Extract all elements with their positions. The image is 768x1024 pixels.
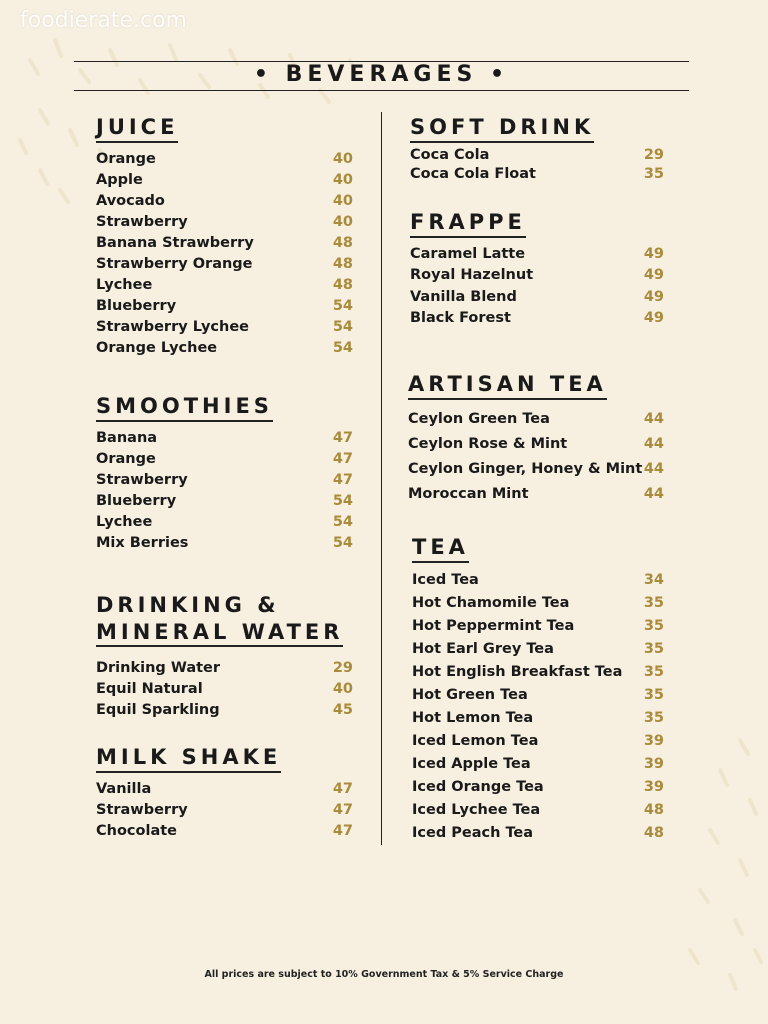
menu-item: [96, 532, 353, 553]
menu-item-price: 40: [332, 680, 353, 697]
menu-item-name: Hot Green Tea: [412, 686, 528, 703]
section-title-juice: JUICE: [96, 114, 178, 143]
menu-item: [408, 406, 664, 431]
menu-item-name: Iced Lemon Tea: [412, 732, 539, 749]
menu-item: [96, 511, 353, 532]
menu-item-name: Hot Earl Grey Tea: [412, 640, 554, 657]
menu-item: [410, 145, 664, 164]
tea-section: [412, 534, 664, 844]
menu-item: [412, 775, 664, 798]
menu-item-name: Moroccan Mint: [408, 485, 529, 502]
menu-item: [96, 211, 353, 232]
menu-item: [412, 821, 664, 844]
menu-item: [96, 657, 353, 678]
water-list: [96, 657, 353, 720]
tea-list: [412, 568, 664, 844]
menu-item-price: 35: [643, 165, 664, 182]
menu-item-name: Strawberry Orange: [96, 255, 253, 272]
menu-item: [96, 190, 353, 211]
section-title-water-line1: DRINKING &: [96, 593, 280, 617]
menu-item: [410, 243, 664, 265]
menu-item-price: 44: [643, 435, 664, 452]
menu-item-name: Banana: [96, 429, 158, 446]
menu-item-price: 29: [643, 146, 664, 163]
menu-item-name: Coca Cola Float: [410, 165, 536, 182]
menu-item-price: 35: [643, 594, 664, 611]
menu-item-price: 49: [643, 288, 664, 305]
menu-item: [96, 295, 353, 316]
menu-item-price: 49: [643, 245, 664, 262]
menu-item-price: 47: [332, 822, 353, 839]
menu-item-price: 48: [332, 255, 353, 272]
menu-item-name: Coca Cola: [410, 146, 490, 163]
section-title-water: [96, 592, 343, 647]
menu-item-name: Drinking Water: [96, 659, 221, 676]
column-divider: [381, 112, 382, 845]
menu-item-price: 54: [332, 534, 353, 551]
menu-item-name: Hot Lemon Tea: [412, 709, 534, 726]
menu-item-price: 45: [332, 701, 353, 718]
menu-item-price: 47: [332, 429, 353, 446]
menu-item-name: Iced Apple Tea: [412, 755, 531, 772]
watermark: foodierate.com: [20, 8, 187, 33]
menu-item: [412, 591, 664, 614]
menu-item: [408, 481, 664, 506]
water-section: [96, 592, 353, 720]
menu-item-price: 54: [332, 318, 353, 335]
menu-item-name: Orange Lychee: [96, 339, 218, 356]
menu-item-name: Lychee: [96, 276, 153, 293]
menu-item-name: Ceylon Green Tea: [408, 410, 550, 427]
menu-item-name: Hot Peppermint Tea: [412, 617, 575, 634]
menu-item-name: Orange: [96, 150, 156, 167]
menu-item: [412, 614, 664, 637]
menu-item: [410, 164, 664, 183]
menu-item-name: Iced Lychee Tea: [412, 801, 541, 818]
menu-item-price: 40: [332, 192, 353, 209]
menu-item-price: 35: [643, 709, 664, 726]
menu-item: [96, 799, 353, 820]
menu-item-price: 49: [643, 310, 664, 327]
menu-item: [96, 148, 353, 169]
menu-item: [410, 265, 664, 287]
menu-item-price: 54: [332, 339, 353, 356]
menu-item-name: Iced Orange Tea: [412, 778, 544, 795]
menu-item-name: Vanilla Blend: [410, 288, 517, 305]
menu-item-price: 54: [332, 513, 353, 530]
menu-item: [96, 337, 353, 358]
footer-note: All prices are subject to 10% Government Tax & 5% Service Charge: [204, 969, 564, 980]
menu-item: [96, 778, 353, 799]
artisan-tea-section: [408, 371, 664, 506]
menu-item-price: 35: [643, 663, 664, 680]
menu-item-price: 48: [332, 276, 353, 293]
menu-item-price: 34: [643, 571, 664, 588]
menu-item: [410, 286, 664, 308]
menu-item-price: 48: [643, 801, 664, 818]
menu-item: [412, 637, 664, 660]
menu-item-price: 47: [332, 801, 353, 818]
menu-item: [408, 456, 664, 481]
menu-item-price: 40: [332, 150, 353, 167]
menu-item-price: 48: [332, 234, 353, 251]
page-title: • BEVERAGES •: [253, 62, 510, 87]
menu-item: [96, 820, 353, 841]
menu-item: [408, 431, 664, 456]
menu-item-price: 44: [643, 410, 664, 427]
menu-item: [412, 660, 664, 683]
menu-item-price: 48: [643, 824, 664, 841]
menu-item: [412, 798, 664, 821]
menu-item-name: Apple: [96, 171, 143, 188]
milkshake-section: [96, 744, 353, 841]
menu-item-name: Strawberry: [96, 471, 188, 488]
menu-item: [410, 308, 664, 330]
juice-list: [96, 148, 353, 358]
menu-item-name: Vanilla: [96, 780, 152, 797]
section-title-milkshake: MILK SHAKE: [96, 744, 281, 773]
juice-section: [96, 114, 353, 358]
menu-item-price: 47: [332, 450, 353, 467]
menu-item-price: 54: [332, 492, 353, 509]
menu-item-price: 49: [643, 267, 664, 284]
menu-item: [96, 699, 353, 720]
menu-item-name: Chocolate: [96, 822, 178, 839]
menu-item: [96, 232, 353, 253]
menu-item: [96, 316, 353, 337]
menu-item: [412, 729, 664, 752]
menu-item: [96, 169, 353, 190]
menu-item-name: Iced Tea: [412, 571, 479, 588]
menu-item-name: Strawberry: [96, 213, 188, 230]
menu-item-name: Banana Strawberry: [96, 234, 254, 251]
menu-item-price: 29: [332, 659, 353, 676]
smoothies-list: [96, 427, 353, 553]
menu-item-name: Blueberry: [96, 492, 177, 509]
section-title-water-line2: MINERAL WATER: [96, 619, 343, 647]
menu-item-price: 35: [643, 640, 664, 657]
menu-item: [96, 490, 353, 511]
menu-item-price: 40: [332, 213, 353, 230]
menu-item-price: 39: [643, 755, 664, 772]
menu-item-name: Lychee: [96, 513, 153, 530]
menu-item: [412, 568, 664, 591]
menu-item-name: Royal Hazelnut: [410, 267, 534, 284]
menu-item: [96, 253, 353, 274]
menu-item: [96, 427, 353, 448]
menu-item-price: 47: [332, 471, 353, 488]
section-title-smoothies: SMOOTHIES: [96, 393, 273, 422]
menu-item-name: Equil Natural: [96, 680, 203, 697]
menu-item-price: 35: [643, 686, 664, 703]
menu-item: [412, 683, 664, 706]
menu-item-name: Caramel Latte: [410, 245, 526, 262]
softdrink-list: [410, 145, 664, 183]
menu-item-price: 39: [643, 732, 664, 749]
menu-item: [96, 469, 353, 490]
menu-item: [96, 274, 353, 295]
menu-item-price: 39: [643, 778, 664, 795]
menu-item-name: Equil Sparkling: [96, 701, 220, 718]
softdrink-section: [410, 114, 664, 183]
menu-item-name: Strawberry: [96, 801, 188, 818]
section-title-softdrink: SOFT DRINK: [410, 114, 594, 143]
menu-item-name: Iced Peach Tea: [412, 824, 534, 841]
frappe-list: [410, 243, 664, 329]
artisan-tea-list: [408, 406, 664, 506]
menu-item-price: 44: [643, 485, 664, 502]
menu-item-price: 40: [332, 171, 353, 188]
menu-item-name: Orange: [96, 450, 156, 467]
menu-item-price: 35: [643, 617, 664, 634]
section-title-tea: TEA: [412, 534, 469, 563]
menu-item-name: Blueberry: [96, 297, 177, 314]
title-rule-bottom: [74, 90, 689, 91]
menu-item-price: 44: [643, 460, 664, 477]
menu-item: [96, 448, 353, 469]
menu-item-name: Avocado: [96, 192, 165, 209]
menu-item: [96, 678, 353, 699]
milkshake-list: [96, 778, 353, 841]
menu-item: [412, 706, 664, 729]
frappe-section: [410, 209, 664, 329]
menu-item-name: Black Forest: [410, 310, 511, 327]
section-title-frappe: FRAPPE: [410, 209, 526, 238]
menu-item-name: Hot English Breakfast Tea: [412, 663, 623, 680]
menu-item-price: 54: [332, 297, 353, 314]
menu-item-name: Strawberry Lychee: [96, 318, 250, 335]
menu-item-name: Ceylon Ginger, Honey & Mint: [408, 460, 643, 477]
menu-item-name: Ceylon Rose & Mint: [408, 435, 568, 452]
menu-item: [412, 752, 664, 775]
menu-item-name: Hot Chamomile Tea: [412, 594, 570, 611]
section-title-artisan-tea: ARTISAN TEA: [408, 371, 607, 400]
menu-item-name: Mix Berries: [96, 534, 189, 551]
menu-item-price: 47: [332, 780, 353, 797]
smoothies-section: [96, 393, 353, 553]
